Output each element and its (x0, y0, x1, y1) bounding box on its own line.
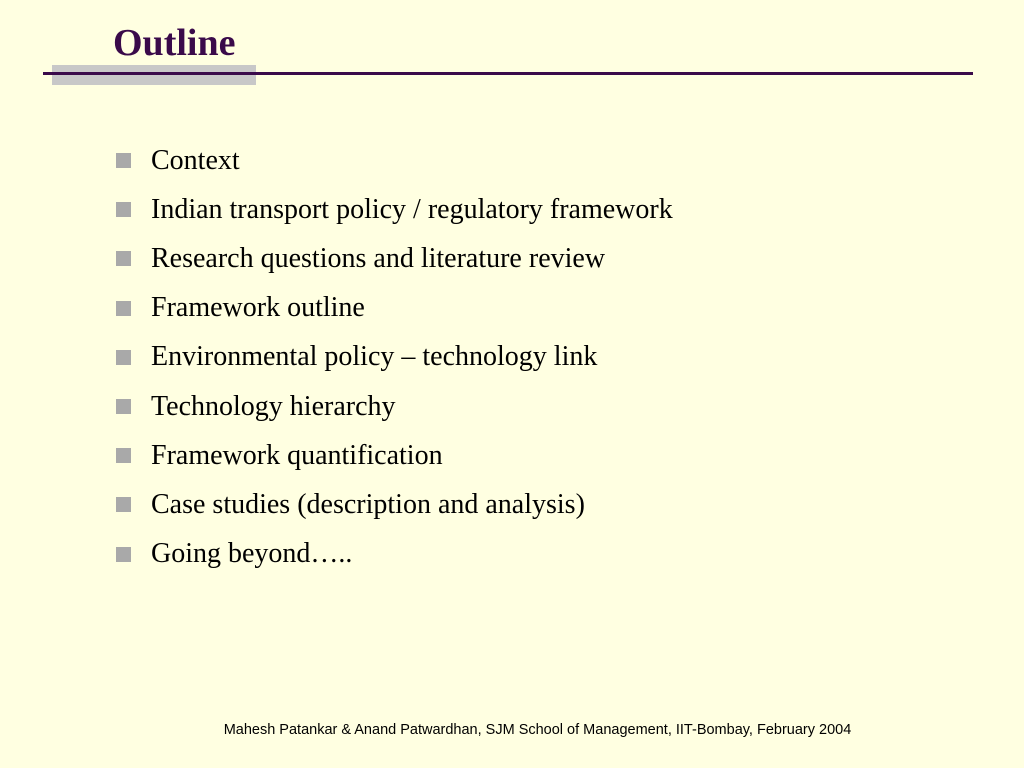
square-bullet-icon (116, 202, 131, 217)
list-item-text: Environmental policy – technology link (151, 341, 598, 373)
list-item (116, 136, 673, 185)
square-bullet-icon (116, 547, 131, 562)
square-bullet-icon (116, 448, 131, 463)
slide-title: Outline (113, 22, 236, 64)
list-item-text: Going beyond….. (151, 538, 353, 570)
list-item (116, 382, 673, 431)
square-bullet-icon (116, 350, 131, 365)
list-item-text: Framework outline (151, 292, 365, 324)
list-item-text: Technology hierarchy (151, 390, 396, 422)
slide-footer: Mahesh Patankar & Anand Patwardhan, SJM School of Management, IIT-Bombay, February 2004 (223, 722, 852, 738)
list-item (116, 480, 673, 529)
list-item-text: Research questions and literature review (151, 242, 606, 274)
list-item (116, 284, 673, 333)
square-bullet-icon (116, 497, 131, 512)
list-item-text: Case studies (description and analysis) (151, 488, 585, 520)
list-item (116, 185, 673, 234)
list-item (116, 530, 673, 579)
title-accent-bar (52, 65, 256, 85)
list-item (116, 234, 673, 283)
list-item-text: Framework quantification (151, 439, 443, 471)
title-underline (43, 72, 973, 75)
list-item-text: Indian transport policy / regulatory framework (151, 193, 673, 225)
square-bullet-icon (116, 399, 131, 414)
square-bullet-icon (116, 301, 131, 316)
list-item (116, 333, 673, 382)
square-bullet-icon (116, 251, 131, 266)
list-item-text: Context (151, 144, 240, 176)
square-bullet-icon (116, 153, 131, 168)
list-item (116, 431, 673, 480)
outline-list (116, 136, 673, 579)
